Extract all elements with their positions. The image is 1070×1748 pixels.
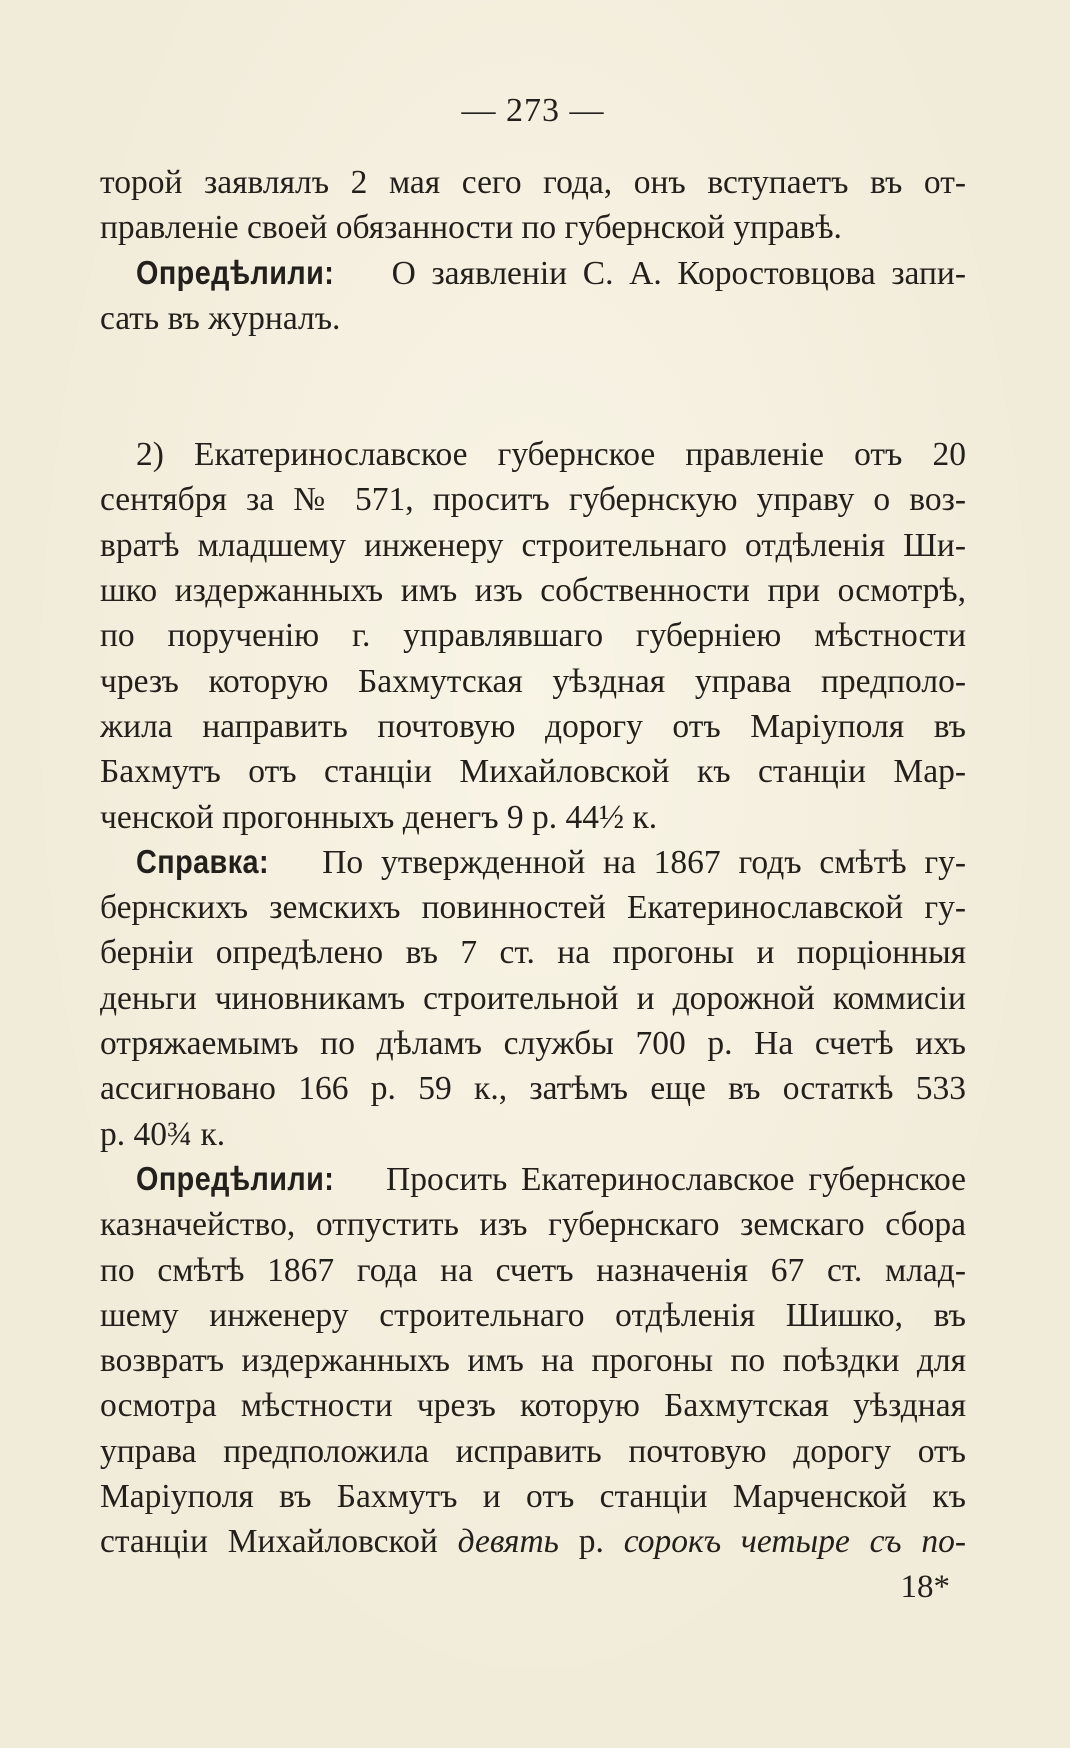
resolution-line — [100, 1157, 966, 1202]
text-line: берніи опредѣлено въ 7 ст. на прогоны и порціонныя — [100, 934, 966, 972]
text-line — [100, 1519, 966, 1564]
text-fragment: р. — [578, 1523, 604, 1561]
text-line: ченской прогонныхъ денегъ 9 р. 44½ к. — [100, 798, 658, 836]
italic-amount: девять — [457, 1523, 559, 1561]
text-line: деньги чиновникамъ строительной и дорожной коммисіи — [100, 979, 966, 1017]
text-line: вратѣ младшему инженеру строительнаго отдѣленія Ши- — [100, 526, 966, 564]
text-line: возвратъ издержанныхъ имъ на прогоны по поѣздки для — [100, 1342, 966, 1380]
text-line: осмотра мѣстности чрезъ которую Бахмутская уѣздная — [100, 1387, 966, 1425]
text-line: по порученію г. управлявшаго губерніею мѣстности — [100, 617, 966, 655]
text-fragment: О заявленіи С. А. Коростовцова запи- — [391, 254, 966, 292]
text-line: жила направить почтовую дорогу отъ Маріуполя въ — [100, 707, 966, 745]
text-line: отряжаемымъ по дѣламъ службы 700 р. На счетѣ ихъ — [100, 1025, 966, 1063]
section-gap — [100, 341, 966, 432]
resolution-label: Опредѣлили: — [136, 254, 335, 292]
text-line: Бахмутъ отъ станціи Михайловской къ станціи Мар- — [100, 753, 966, 791]
reference-label: Справка: — [136, 843, 270, 881]
text-line: 2) Екатеринославское губернское правленіе отъ 20 — [136, 436, 966, 474]
text-line: ассигновано 166 р. 59 к., затѣмъ еще въ остаткѣ 533 — [100, 1070, 966, 1108]
reference-line — [100, 840, 966, 885]
resolution-label: Опредѣлили: — [136, 1160, 335, 1198]
text-line: шему инженеру строительнаго отдѣленія Шишко, въ — [100, 1296, 966, 1334]
resolution-line — [100, 251, 966, 296]
text-line: р. 40¾ к. — [100, 1115, 226, 1153]
text-line: казначейство, отпустить изъ губернскаго земскаго сбора — [100, 1206, 966, 1244]
text-line: Маріуполя въ Бахмутъ и отъ станціи Марченской къ — [100, 1478, 966, 1516]
page-body — [100, 160, 966, 1565]
page-number: — 273 — — [461, 92, 605, 129]
text-line: правленіе своей обязанности по губернской управѣ. — [100, 209, 842, 247]
text-line: шко издержанныхъ имъ изъ собственности при осмотрѣ, — [100, 572, 966, 610]
text-line: сать въ журналъ. — [100, 299, 341, 337]
text-line: управа предположила исправить почтовую дорогу отъ — [100, 1432, 966, 1470]
text-line: бернскихъ земскихъ повинностей Екатеринославской гу- — [100, 889, 966, 927]
signature-mark: 18* — [900, 1568, 950, 1605]
text-line: сентября за № 571, проситъ губернскую управу о воз- — [100, 481, 966, 519]
text-fragment: По утвержденной на 1867 годъ смѣтѣ гу- — [322, 843, 966, 881]
italic-amount: сорокъ четыре съ по- — [623, 1523, 966, 1561]
text-line: чрезъ которую Бахмутская уѣздная управа предполо- — [100, 662, 966, 700]
text-fragment: Просить Екатеринославское губернское — [386, 1160, 966, 1198]
text-fragment: станціи Михайловской — [100, 1523, 438, 1561]
text-line: по смѣтѣ 1867 года на счетъ назначенія 67 ст. млад- — [100, 1251, 966, 1289]
text-line: торой заявлялъ 2 мая сего года, онъ вступаетъ въ от- — [100, 164, 966, 201]
